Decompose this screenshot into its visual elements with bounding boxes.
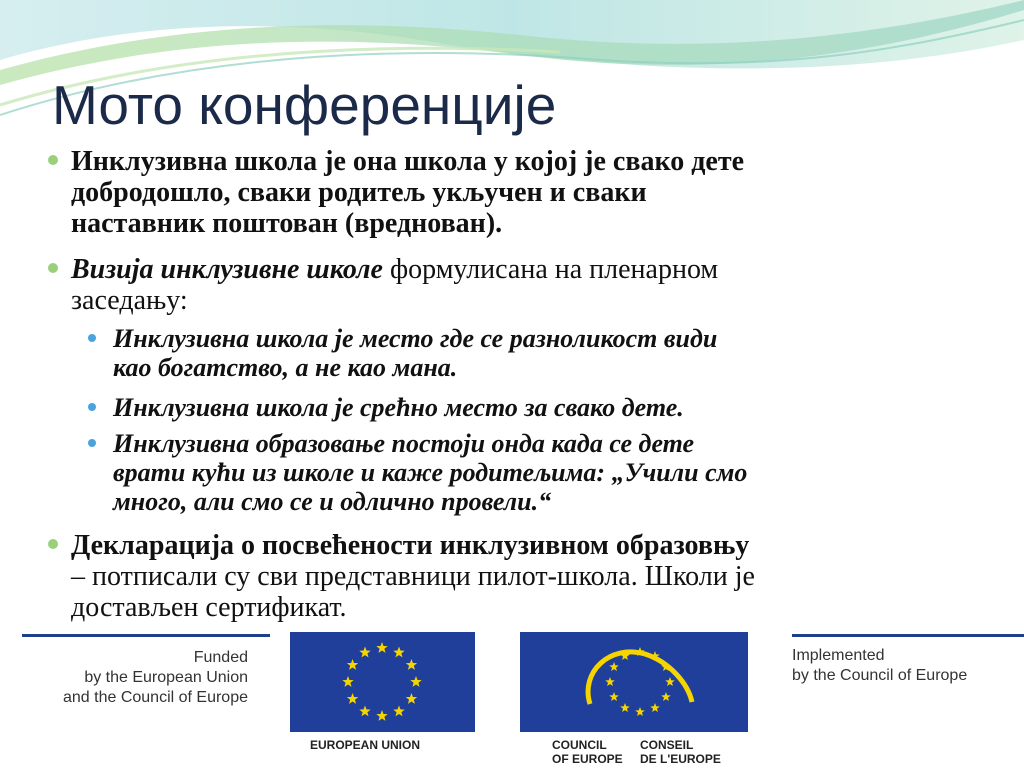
star-icon bbox=[609, 692, 619, 701]
bullet-2-line-2: заседању: bbox=[71, 285, 188, 316]
bullet-3-line-2: – потписали су сви представници пилот-школа. Школи је bbox=[71, 561, 755, 592]
bullet-marker bbox=[48, 155, 58, 165]
star-icon bbox=[342, 676, 353, 687]
sub-bullet-1-line-2: као богатство, а не као мана. bbox=[113, 353, 458, 382]
sub-bullet-marker bbox=[88, 334, 96, 342]
funded-line-3: and the Council of Europe bbox=[62, 689, 248, 706]
sub-bullet-1-line-1: Инклузивна школа је место где се разноликост види bbox=[113, 324, 718, 353]
star-icon bbox=[609, 662, 619, 671]
star-icon bbox=[406, 659, 417, 670]
sub-bullet-3-line-2: врати кући из школе и каже родитељима: „Учили смо bbox=[113, 458, 748, 487]
star-icon bbox=[376, 710, 387, 721]
bullet-2-rest: формулисана на пленарном bbox=[382, 254, 719, 285]
page-title: Мото конференције bbox=[52, 74, 557, 136]
bullet-3-text bbox=[71, 530, 755, 623]
star-icon bbox=[620, 703, 630, 712]
star-icon bbox=[665, 677, 675, 686]
star-icon bbox=[359, 647, 370, 658]
sub-bullet-marker bbox=[88, 403, 96, 411]
implemented-line-1: Implemented bbox=[792, 647, 885, 664]
star-icon bbox=[359, 705, 370, 716]
coe-stars-icon bbox=[520, 632, 748, 732]
bullet-1-text bbox=[71, 146, 744, 239]
star-icon bbox=[635, 707, 645, 716]
star-icon bbox=[393, 705, 404, 716]
bullet-marker bbox=[48, 539, 58, 549]
star-icon bbox=[376, 642, 387, 653]
eu-flag-logo bbox=[290, 632, 475, 732]
implemented-line-2: by the Council of Europe bbox=[792, 667, 968, 684]
implemented-by-text bbox=[792, 646, 967, 686]
funded-line-1: Funded bbox=[193, 649, 248, 666]
star-icon bbox=[650, 703, 660, 712]
sub-bullet-1-text bbox=[113, 324, 717, 382]
star-icon bbox=[406, 693, 417, 704]
bullet-1-line-1: Инклузивна школа је она школа у којој је свако дете bbox=[71, 146, 745, 177]
bullet-3-line-3: достављен сертификат. bbox=[71, 592, 347, 623]
coe-caption-line-4: DE L'EUROPE bbox=[640, 752, 721, 766]
coe-caption-fr bbox=[640, 738, 721, 766]
star-icon bbox=[410, 676, 421, 687]
council-of-europe-logo bbox=[520, 632, 748, 732]
funded-line-2: by the European Union bbox=[84, 669, 248, 686]
sub-bullet-3-line-3: много, али смо се и одлично провели.“ bbox=[113, 487, 552, 516]
sub-bullet-2-text bbox=[113, 393, 684, 422]
bullet-2-emphasis: Визија инклузивне школе bbox=[71, 254, 383, 285]
star-icon bbox=[347, 659, 358, 670]
funded-by-text bbox=[0, 648, 248, 708]
bullet-3-line-1: Декларација о посвећености инклузивном образовњу bbox=[71, 530, 750, 561]
eu-caption: EUROPEAN UNION bbox=[310, 738, 421, 752]
coe-caption-en bbox=[552, 738, 623, 766]
bullet-1-line-2: добродошло, сваки родитељ укључен и сваки bbox=[71, 177, 647, 208]
sub-bullet-3-line-1: Инклузивна образовање постоји онда када се дете bbox=[113, 429, 695, 458]
footer-rule-left bbox=[22, 634, 270, 637]
footer-rule-right bbox=[792, 634, 1024, 637]
coe-caption-line-1: COUNCIL bbox=[552, 738, 607, 752]
coe-caption-line-3: CONSEIL bbox=[640, 738, 694, 752]
star-icon bbox=[347, 693, 358, 704]
bullet-marker bbox=[48, 263, 58, 273]
star-icon bbox=[393, 647, 404, 658]
sub-bullet-3-text bbox=[113, 429, 747, 516]
eu-stars-icon bbox=[290, 632, 475, 732]
footer-logos bbox=[0, 626, 1024, 768]
bullet-1-line-3: наставник поштован (вреднован). bbox=[71, 208, 503, 239]
sub-bullet-2-line-1: Инклузивна школа је срећно место за свако дете. bbox=[113, 393, 684, 422]
coe-caption-line-2: OF EUROPE bbox=[552, 752, 623, 766]
bullet-2-text bbox=[71, 254, 718, 316]
sub-bullet-marker bbox=[88, 439, 96, 447]
star-icon bbox=[605, 677, 615, 686]
star-icon bbox=[661, 692, 671, 701]
